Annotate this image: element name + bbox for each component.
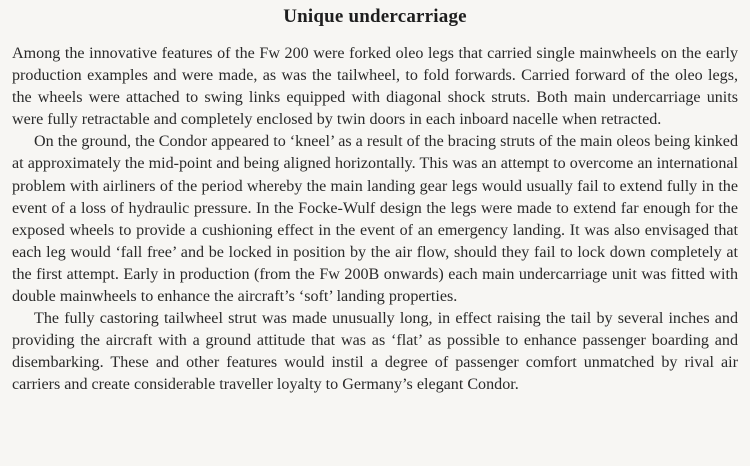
paragraph-oleo-legs: Among the innovative features of the Fw 200 were forked oleo legs that carried single mainwheels on the early production examples and were made, as was the tailwheel, to fold forwards. Carried forward of the oleo legs, the wheels were attached to swing links equipped with diagonal shock struts. Both main undercarriage units were fully retractable and completely enclosed by twin doors in each inboard nacelle when retracted. [12,45,738,129]
paragraph-kneel-stance: On the ground, the Condor appeared to ‘kneel’ as a result of the bracing struts of the main oleos being kinked at approximately the mid-point and being aligned horizontally. This was an attempt to overcome an international problem with airliners of the period whereby the main landing gear legs would usually fail to extend fully in the event of a loss of hydraulic pressure. In the Focke-Wulf design the legs were made to extend far enough for the exposed wheels to provide a cushioning effect in the event of an emergency landing. It was also envisaged that each leg would ‘fall free’ and be locked in position by the air flow, should they fail to lock down completely at the first attempt. Early in production (from the Fw 200B onwards) each main undercarriage unit was fitted with double mainwheels to enhance the aircraft’s ‘soft’ landing properties. [12,133,738,306]
paragraph-tailwheel: The fully castoring tailwheel strut was made unusually long, in effect raising the tail by several inches and providing the aircraft with a ground attitude that was as ‘flat’ as possible to enhance passenger boarding and disembarking. These and other features would instil a degree of passenger comfort unmatched by rival air carriers and create considerable traveller loyalty to Germany’s elegant Condor. [12,310,738,394]
section-title: Unique undercarriage [283,6,467,27]
